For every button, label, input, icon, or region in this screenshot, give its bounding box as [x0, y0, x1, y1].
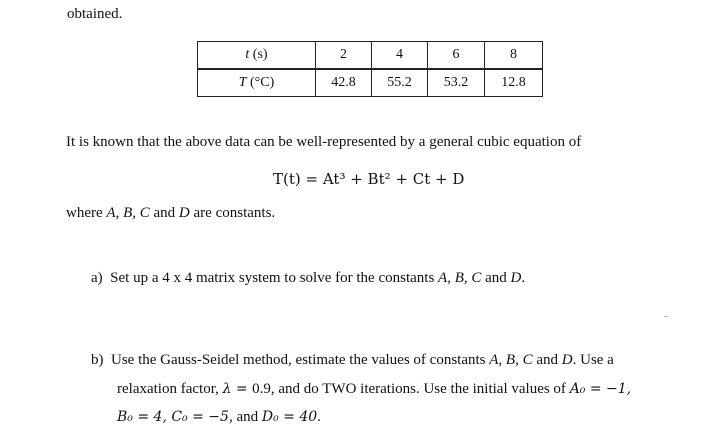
data-table: [197, 41, 543, 97]
question-a-vars: A, B, C: [438, 270, 482, 286]
initial-d0: D₀ = 40: [261, 409, 318, 425]
table-cell: 2: [316, 42, 372, 70]
statement-text: It is known that the above data can be well-represented by a general cubic equation of: [66, 134, 582, 150]
row-header-temperature: [198, 69, 316, 97]
temperature-unit: (°C): [246, 75, 275, 90]
initial-and: , and: [228, 409, 262, 425]
table-cell: 4: [372, 42, 428, 70]
question-b-label: b): [91, 352, 104, 368]
stray-mark: [664, 316, 668, 317]
initial-a0: A₀ = −1,: [569, 381, 632, 397]
question-b-text: Use the Gauss-Seidel method, estimate the values of constants: [111, 352, 490, 368]
lambda-symbol: λ =: [222, 381, 253, 397]
table-cell: 8: [485, 42, 543, 70]
intro-text: obtained.: [67, 6, 123, 22]
question-a-var-d: D: [510, 270, 522, 286]
cubic-equation: T(t) = At³ + Bt² + Ct + D: [273, 170, 465, 188]
question-a-and: and: [481, 270, 511, 286]
where-vars: A, B, C: [106, 205, 150, 221]
row-header-time: [198, 42, 316, 70]
temperature-symbol: T: [238, 75, 247, 90]
table-cell: 6: [428, 42, 485, 70]
initial-b0: B₀ = 4,: [117, 409, 172, 425]
initial-c0: C₀ = −5: [171, 409, 229, 425]
question-b-var-d: D: [561, 352, 573, 368]
lambda-value: 0.9: [252, 381, 271, 397]
where-and: and: [149, 205, 179, 221]
where-suffix: are constants.: [189, 205, 276, 221]
table-row: [198, 42, 543, 70]
time-symbol: t: [245, 47, 250, 62]
question-b-and: and: [532, 352, 562, 368]
table-cell: 42.8: [316, 69, 372, 97]
question-a: [91, 270, 525, 287]
question-a-text: Set up a 4 x 4 matrix system to solve for the constants: [110, 270, 439, 286]
time-unit: (s): [249, 47, 268, 62]
question-a-end: .: [521, 270, 526, 286]
where-var-d: D: [178, 205, 190, 221]
table-cell: 55.2: [372, 69, 428, 97]
initial-end: .: [317, 409, 321, 425]
question-b-line2: [117, 381, 631, 398]
where-prefix: where: [66, 205, 107, 221]
question-b-line3: [117, 409, 321, 426]
relaxation-text: relaxation factor,: [117, 381, 223, 397]
table-cell: 53.2: [428, 69, 485, 97]
question-a-label: a): [91, 270, 103, 286]
table-row: [198, 69, 543, 97]
question-b-line1: [91, 352, 614, 369]
question-b-after: . Use a: [572, 352, 614, 368]
question-b-vars: A, B, C: [489, 352, 533, 368]
table-cell: 12.8: [485, 69, 543, 97]
where-text: [66, 205, 275, 222]
iterations-text: , and do TWO iterations. Use the initial values of: [270, 381, 570, 397]
